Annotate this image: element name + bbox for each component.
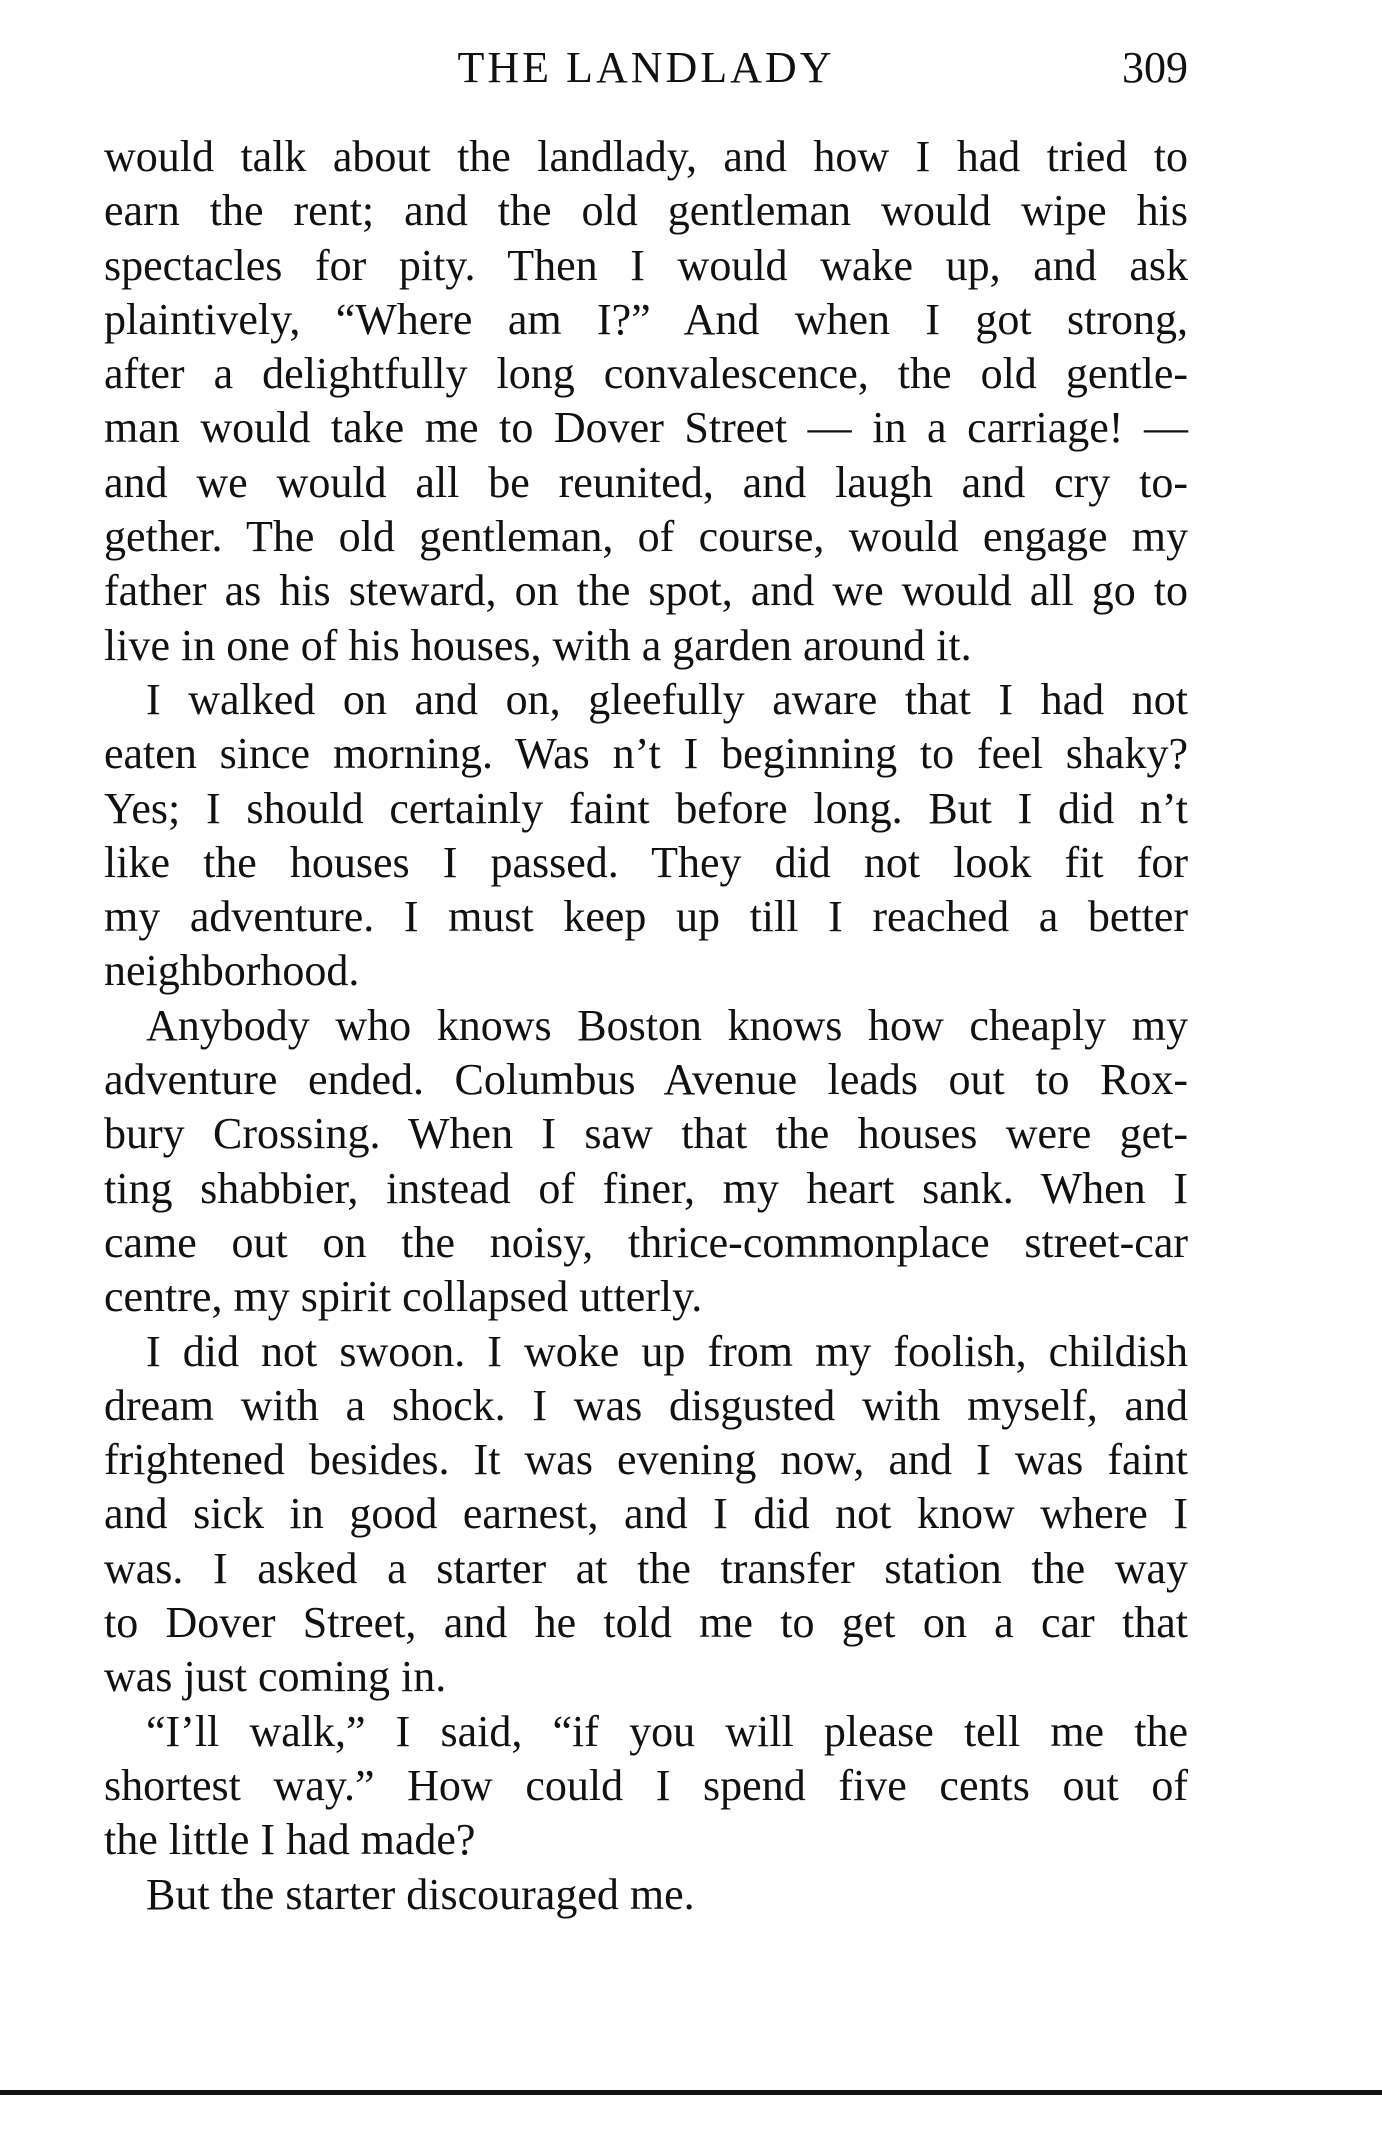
- text-line: was. I asked a starter at the transfer station the way: [104, 1543, 1188, 1593]
- text-line: I walked on and on, gleefully aware that I had not: [146, 674, 1188, 724]
- text-line: the little I had made?: [104, 1815, 476, 1865]
- bottom-rule: [0, 2090, 1382, 2095]
- page-number: 309: [1122, 43, 1188, 92]
- text-line: centre, my spirit collapsed utterly.: [104, 1272, 703, 1322]
- text-line: after a delightfully long convalescence, the old gentle-: [104, 349, 1188, 399]
- body-text: [104, 130, 1188, 1922]
- text-line: frightened besides. It was evening now, and I was faint: [104, 1435, 1188, 1485]
- text-line: plaintively, “Where am I?” And when I got strong,: [104, 294, 1188, 344]
- text-line: shortest way.” How could I spend five cents out of: [104, 1760, 1188, 1810]
- text-line: But the starter discouraged me.: [146, 1869, 695, 1919]
- text-line: ting shabbier, instead of finer, my heart sank. When I: [104, 1163, 1188, 1213]
- text-line: I did not swoon. I woke up from my foolish, childish: [146, 1326, 1188, 1376]
- text-line: and we would all be reunited, and laugh and cry to-: [104, 457, 1188, 507]
- text-line: spectacles for pity. Then I would wake up, and ask: [104, 240, 1188, 290]
- text-line: came out on the noisy, thrice-commonplace street-car: [104, 1217, 1188, 1267]
- text-line: father as his steward, on the spot, and we would all go to: [104, 566, 1188, 616]
- text-line: gether. The old gentleman, of course, would engage my: [104, 512, 1188, 562]
- running-title: THE LANDLADY: [457, 43, 835, 92]
- text-line: Yes; I should certainly faint before long. But I did n’t: [104, 783, 1188, 833]
- text-line: my adventure. I must keep up till I reached a better: [104, 892, 1188, 942]
- text-line: earn the rent; and the old gentleman would wipe his: [104, 186, 1188, 236]
- text-line: neighborhood.: [104, 946, 360, 996]
- text-line: Anybody who knows Boston knows how cheaply my: [146, 1000, 1188, 1050]
- text-line: would talk about the landlady, and how I had tried to: [104, 132, 1188, 181]
- text-line: adventure ended. Columbus Avenue leads out to Rox-: [104, 1055, 1188, 1105]
- page-header: [104, 38, 1188, 98]
- text-line: dream with a shock. I was disgusted with myself, and: [104, 1380, 1188, 1430]
- text-line: and sick in good earnest, and I did not know where I: [104, 1489, 1188, 1539]
- text-line: was just coming in.: [104, 1652, 447, 1702]
- text-line: man would take me to Dover Street — in a carriage! —: [104, 403, 1188, 453]
- text-line: live in one of his houses, with a garden around it.: [104, 620, 972, 670]
- text-line: like the houses I passed. They did not look fit for: [104, 837, 1188, 887]
- text-line: “I’ll walk,” I said, “if you will please tell me the: [146, 1706, 1188, 1756]
- text-line: bury Crossing. When I saw that the houses were get-: [104, 1109, 1188, 1159]
- text-line: eaten since morning. Was n’t I beginning to feel shaky?: [104, 729, 1188, 779]
- text-line: to Dover Street, and he told me to get on a car that: [104, 1598, 1188, 1648]
